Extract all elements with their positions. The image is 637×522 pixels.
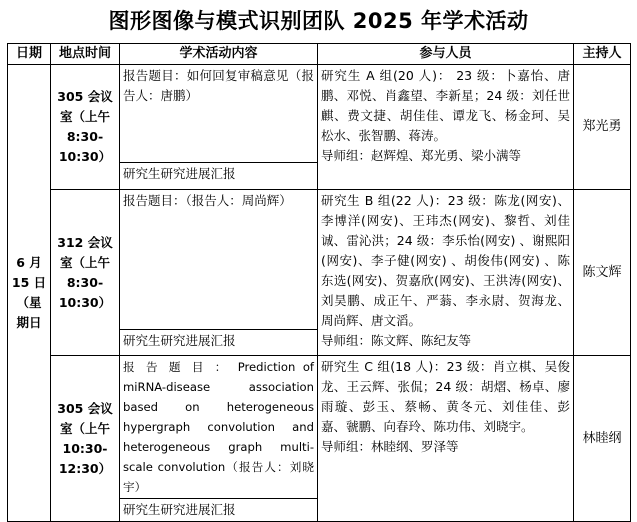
table-row <box>8 356 631 499</box>
tutors-text: 导师组：陈文辉、陈纪友等 <box>321 333 472 348</box>
table-row <box>8 190 631 330</box>
table-row <box>8 65 631 163</box>
location-cell: 305 会议室（上午 8:30-10:30） <box>51 65 120 190</box>
summary-cell: 研究生研究进展汇报 <box>120 499 318 522</box>
location-cell: 305 会议室（上午 10:30-12:30） <box>51 356 120 522</box>
header-participants: 参与人员 <box>318 44 574 65</box>
date-cell: 6 月 15 日（星期日 <box>8 65 51 522</box>
header-row <box>8 44 631 65</box>
header-date: 日期 <box>8 44 51 65</box>
students-text: 研究生 C 组(18 人)：23 级：肖立棋、吴俊龙、王云辉、张侃；24 级：胡熠、杨卓、廖雨璇、彭玉、蔡畅、黄冬元、刘佳佳、彭嘉、虢鹏、向春玲、陈功伟、刘晓宇。 <box>321 359 570 434</box>
activity-table <box>7 43 631 522</box>
summary-cell: 研究生研究进展汇报 <box>120 329 318 355</box>
host-cell: 林睦纲 <box>574 356 631 522</box>
tutors-text: 导师组：林睦纲、罗泽等 <box>321 439 459 454</box>
location-cell: 312 会议室（上午 8:30-10:30） <box>51 190 120 356</box>
summary-cell: 研究生研究进展汇报 <box>120 162 318 189</box>
header-host: 主持人 <box>574 44 631 65</box>
participants-cell <box>318 65 574 190</box>
tutors-text: 导师组：赵辉煌、郑光勇、梁小满等 <box>321 148 522 163</box>
participants-cell <box>318 190 574 356</box>
students-text: 研究生 A 组(20 人)： 23 级：卜嘉怡、唐鹏、邓悦、肖鑫望、李新星；24 级：刘任世麒、费文捷、胡佳佳、谭龙飞、杨金珂、吴松水、张智鹏、蒋涛。 <box>321 68 570 143</box>
students-text: 研究生 B 组(22 人)：23 级：陈龙(网安)、李博洋(网安)、王玮杰(网安)、黎哲、刘佳诚、雷沁洪；24 级：李乐怡(网安) 、谢熙阳(网安)、李子健(网安) 、胡俊伟(网安) 、陈东选(网安)、贺嘉欣(网安)、王洪涛(网安)、刘昊鹏、成正午、严蓊、李永尉、贺海龙、周尚辉、唐文滔。 <box>321 193 570 328</box>
host-cell: 郑光勇 <box>574 65 631 190</box>
host-cell: 陈文辉 <box>574 190 631 356</box>
page-title: 图形图像与模式识别团队 2025 年学术活动 <box>108 9 529 33</box>
report-cell: 报告题目：（报告人：周尚辉） <box>120 190 318 330</box>
participants-cell <box>318 356 574 522</box>
header-content: 学术活动内容 <box>120 44 318 65</box>
header-location: 地点时间 <box>51 44 120 65</box>
report-cell: 报 告 题 目 ： Prediction of miRNA-disease association based on heterogeneous hypergraph convolution and heterogeneous graph multi-scale convolution（报告人：刘晓宇） <box>120 356 318 499</box>
report-cell: 报告题目：如何回复审稿意见（报告人：唐鹏） <box>120 65 318 163</box>
